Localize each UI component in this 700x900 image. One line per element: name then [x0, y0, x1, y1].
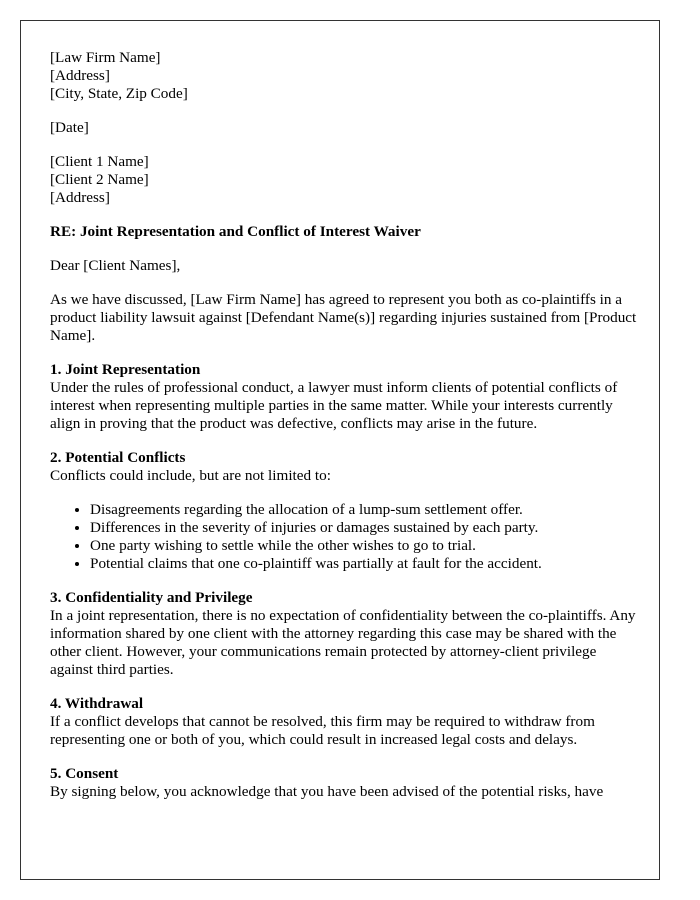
- list-item: • Differences in the severity of injuries or damages sustained by each party.: [90, 519, 640, 537]
- section-joint-representation: [50, 361, 640, 433]
- section-body: Conflicts could include, but are not limited to:: [50, 467, 331, 484]
- date-block: [50, 119, 640, 137]
- sender-address: [Address]: [50, 67, 110, 84]
- list-item: • Potential claims that one co-plaintiff was partially at fault for the accident.: [90, 555, 640, 573]
- intro-paragraph: As we have discussed, [Law Firm Name] has agreed to represent you both as co-plaintiffs in a product liability lawsuit against [Defendant Name(s)] regarding injuries sustained from [Product Name].: [50, 291, 637, 344]
- sender-firm-name: [Law Firm Name]: [50, 49, 161, 66]
- section-heading: 5. Consent: [50, 765, 119, 782]
- section-heading: 2. Potential Conflicts: [50, 449, 186, 466]
- list-item: • Disagreements regarding the allocation of a lump-sum settlement offer.: [90, 501, 640, 519]
- conflicts-list: [50, 501, 640, 573]
- letter-content: [50, 49, 640, 817]
- sender-city-state-zip: [City, State, Zip Code]: [50, 85, 188, 102]
- section-body: Under the rules of professional conduct, a lawyer must inform clients of potential conflicts of interest when representing multiple parties in the same matter. While your interests currently align in proving that the product was defective, conflicts may arise in the future.: [50, 379, 618, 432]
- section-body: In a joint representation, there is no expectation of confidentiality between the co-plaintiffs. Any information shared by one client with the attorney regarding this case may be shared with the other client. However, your communications remain protected by attorney-client privilege against third parties.: [50, 607, 636, 678]
- re-line: RE: Joint Representation and Conflict of Interest Waiver: [50, 223, 421, 240]
- section-heading: 3. Confidentiality and Privilege: [50, 589, 253, 606]
- letter-date: [Date]: [50, 119, 89, 136]
- sender-block: [50, 49, 640, 103]
- list-item: • One party wishing to settle while the other wishes to go to trial.: [90, 537, 640, 555]
- section-heading: 4. Withdrawal: [50, 695, 144, 712]
- section-confidentiality: [50, 589, 640, 679]
- section-potential-conflicts: [50, 449, 640, 573]
- section-consent: [50, 765, 640, 801]
- recipient-client-1: [Client 1 Name]: [50, 153, 149, 170]
- section-body: By signing below, you acknowledge that you have been advised of the potential risks, have: [50, 783, 604, 800]
- recipient-address: [Address]: [50, 189, 110, 206]
- salutation: Dear [Client Names],: [50, 257, 181, 274]
- recipient-block: [50, 153, 640, 207]
- letter-page: [20, 20, 660, 880]
- recipient-client-2: [Client 2 Name]: [50, 171, 149, 188]
- section-heading: 1. Joint Representation: [50, 361, 201, 378]
- section-body: If a conflict develops that cannot be resolved, this firm may be required to withdraw from representing one or both of you, which could result in increased legal costs and delays.: [50, 713, 595, 748]
- section-withdrawal: [50, 695, 640, 749]
